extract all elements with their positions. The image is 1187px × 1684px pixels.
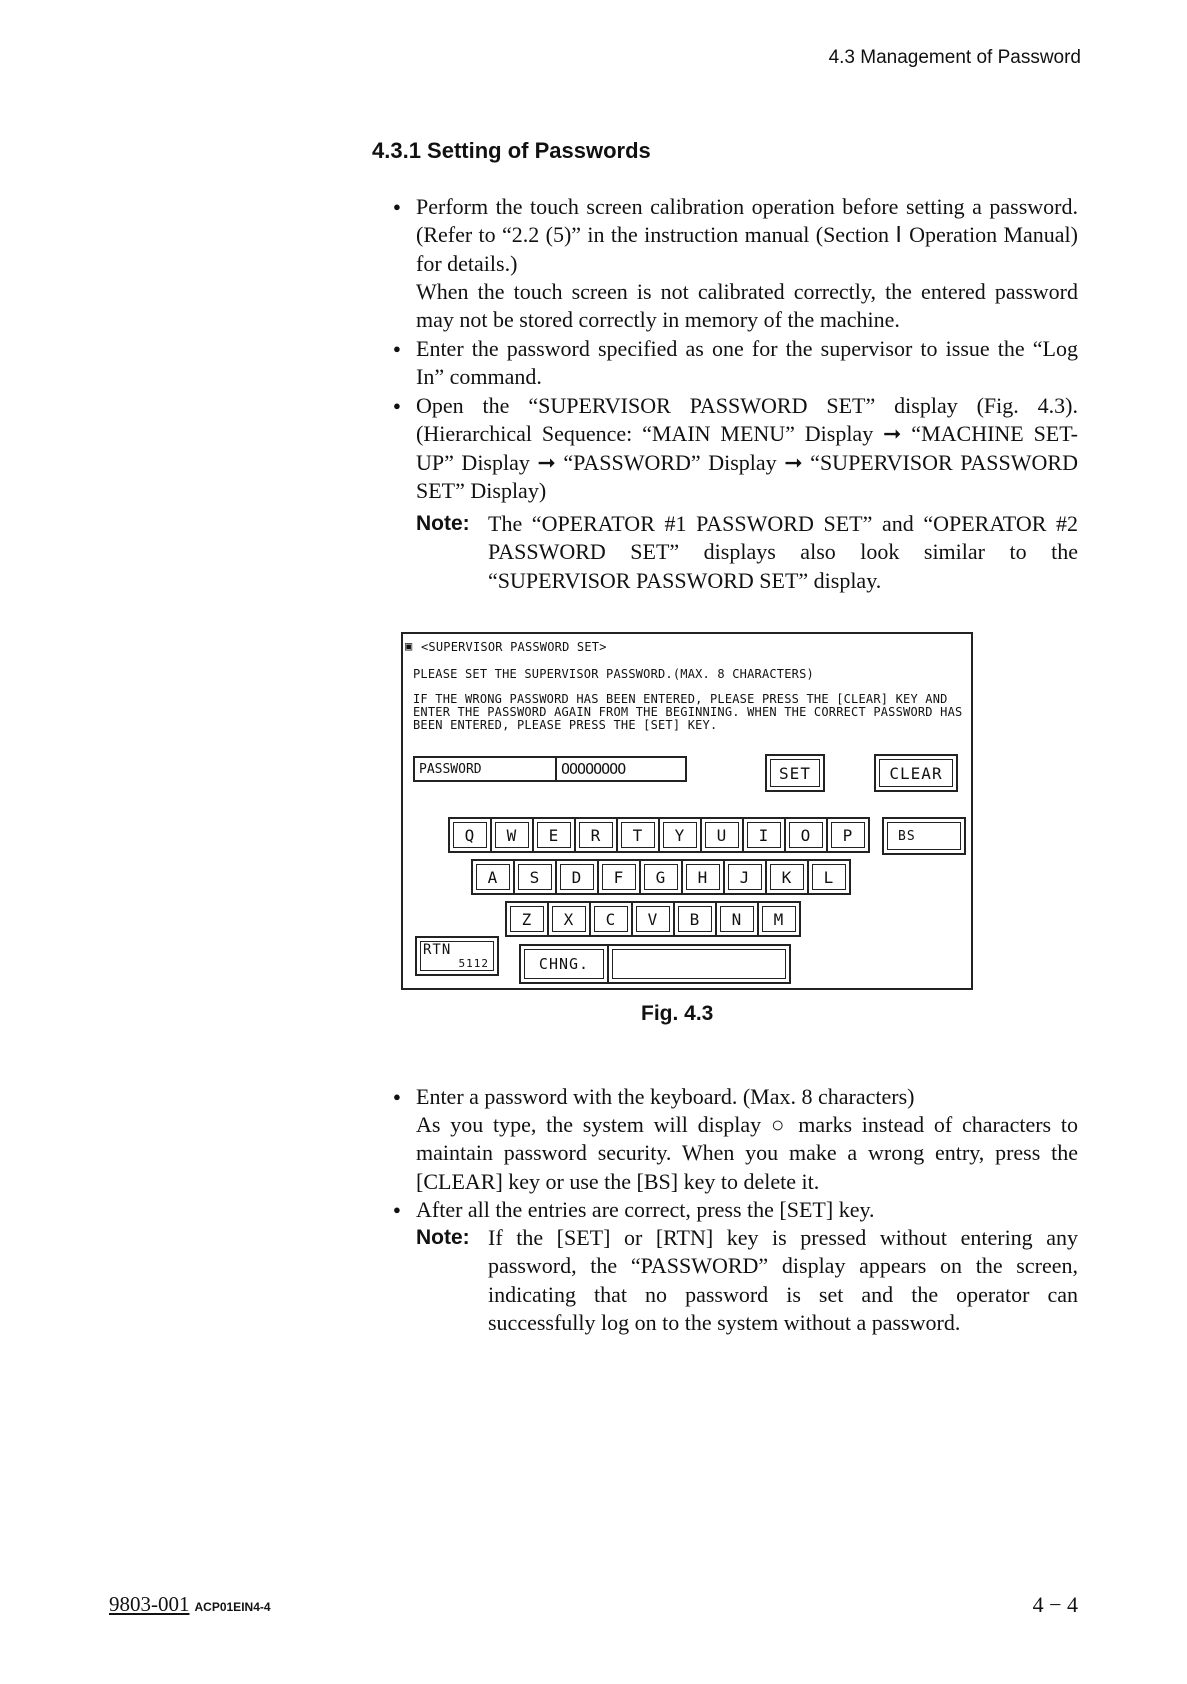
key-label: I — [758, 825, 770, 845]
key-label: L — [823, 867, 835, 887]
key-x[interactable] — [547, 901, 591, 937]
key-label: R — [590, 825, 602, 845]
key-label: E — [548, 825, 560, 845]
key-label: J — [739, 867, 751, 887]
screen-instruction-1: PLEASE SET THE SUPERVISOR PASSWORD.(MAX. 8 CHARACTERS) — [413, 667, 814, 681]
figure-caption: Fig. 4.3 — [641, 1002, 714, 1025]
screen-instruction-3: ENTER THE PASSWORD AGAIN FROM THE BEGINNING. WHEN THE CORRECT PASSWORD HAS — [413, 705, 963, 719]
key-d[interactable] — [555, 859, 599, 895]
rtn-button[interactable] — [415, 936, 499, 976]
key-r[interactable] — [574, 817, 618, 853]
password-field[interactable]: OOOOOOOO — [555, 756, 687, 782]
page-number: 4 − 4 — [1032, 1592, 1078, 1617]
key-label: T — [632, 825, 644, 845]
key-label: V — [647, 909, 659, 929]
key-label: A — [487, 867, 499, 887]
note-label: Note: — [416, 512, 470, 535]
key-f[interactable] — [597, 859, 641, 895]
key-label: H — [697, 867, 709, 887]
key-s[interactable] — [513, 859, 557, 895]
chng-button[interactable] — [519, 944, 609, 984]
backspace-button[interactable] — [882, 817, 966, 855]
key-label: G — [655, 867, 667, 887]
key-label: N — [731, 909, 743, 929]
bullet-2-para-1: Enter the password specified as one for the supervisor to issue the “Log In” command. — [416, 336, 1078, 390]
bullet-icon: ● — [393, 1089, 401, 1104]
rtn-code: 5112 — [458, 957, 489, 970]
note-text: The “OPERATOR #1 PASSWORD SET” and “OPERATOR #2 PASSWORD SET” displays also look similar to the “SUPERVISOR PASSWORD SET” display. — [488, 511, 1078, 593]
key-label: K — [781, 867, 793, 887]
key-label: O — [800, 825, 812, 845]
key-o[interactable] — [784, 817, 828, 853]
key-g[interactable] — [639, 859, 683, 895]
key-c[interactable] — [589, 901, 633, 937]
key-i[interactable] — [742, 817, 786, 853]
bullet-4-para-1: Enter a password with the keyboard. (Max. 8 characters) — [416, 1084, 915, 1109]
key-label: C — [605, 909, 617, 929]
key-a[interactable] — [471, 859, 515, 895]
bs-label: BS — [898, 828, 916, 844]
chng-label: CHNG. — [538, 955, 590, 973]
key-label: F — [613, 867, 625, 887]
key-h[interactable] — [681, 859, 725, 895]
key-m[interactable] — [757, 901, 801, 937]
key-label: B — [689, 909, 701, 929]
key-t[interactable] — [616, 817, 660, 853]
set-button[interactable] — [765, 754, 825, 792]
key-label: Y — [674, 825, 686, 845]
rtn-label: RTN — [423, 942, 452, 958]
bullet-4-para-2: As you type, the system will display ○ marks instead of characters to maintain password security. When you make a wrong entry, press the [CLEAR] key or use the [BS] key to delete it. — [416, 1112, 1078, 1194]
key-label: D — [571, 867, 583, 887]
key-e[interactable] — [532, 817, 576, 853]
key-label: Z — [521, 909, 533, 929]
bullet-1-para-1: Perform the touch screen calibration operation before setting a password. (Refer to “2.2 (5)” in the instruction manual (Section Ⅰ Operation Manual) for details.) — [416, 194, 1078, 276]
section-title: 4.3.1 Setting of Passwords — [372, 138, 651, 163]
key-u[interactable] — [700, 817, 744, 853]
key-y[interactable] — [658, 817, 702, 853]
running-header: 4.3 Management of Password — [828, 47, 1081, 68]
bullet-1-para-2: When the touch screen is not calibrated correctly, the entered password may not be stored correctly in memory of the machine. — [416, 279, 1078, 333]
key-q[interactable] — [448, 817, 492, 853]
clear-button[interactable] — [874, 754, 958, 792]
key-label: P — [842, 825, 854, 845]
note-text: If the [SET] or [RTN] key is pressed without entering any password, the “PASSWORD” display appears on the screen, indicating that no password is set and the operator can successfully log on to the system without a password. — [488, 1225, 1078, 1335]
key-w[interactable] — [490, 817, 534, 853]
note-label: Note: — [416, 1226, 470, 1249]
clear-button-label: CLEAR — [889, 763, 943, 783]
supervisor-password-screen — [401, 632, 973, 990]
bullet-icon: ● — [393, 398, 401, 413]
key-label: X — [563, 909, 575, 929]
screen-title: <SUPERVISOR PASSWORD SET> — [421, 640, 607, 654]
bullet-icon: ● — [393, 1202, 401, 1217]
footer-doc-code — [109, 1592, 271, 1617]
bullet-icon: ● — [393, 199, 401, 214]
bullet-5-para-1: After all the entries are correct, press the [SET] key. — [416, 1197, 875, 1222]
screen-instruction-4: BEEN ENTERED, PLEASE PRESS THE [SET] KEY. — [413, 718, 718, 732]
bullet-3-para-1: Open the “SUPERVISOR PASSWORD SET” display (Fig. 4.3). (Hierarchical Sequence: “MAIN MENU” Display ➞ “MACHINE SET-UP” Display ➞ “PASSWORD” Display ➞ “SUPERVISOR PASSWORD SET” Display) — [416, 393, 1078, 503]
key-b[interactable] — [673, 901, 717, 937]
key-j[interactable] — [723, 859, 767, 895]
key-z[interactable] — [505, 901, 549, 937]
key-label: S — [529, 867, 541, 887]
key-v[interactable] — [631, 901, 675, 937]
key-label: M — [773, 909, 785, 929]
bullet-icon: ● — [393, 341, 401, 356]
key-label: Q — [464, 825, 476, 845]
screen-instruction-2: IF THE WRONG PASSWORD HAS BEEN ENTERED, PLEASE PRESS THE [CLEAR] KEY AND — [413, 692, 948, 706]
key-label: W — [506, 825, 518, 845]
doc-sub-code: ACP01EIN4-4 — [194, 1600, 271, 1614]
key-l[interactable] — [807, 859, 851, 895]
set-button-label: SET — [779, 763, 811, 783]
key-label: U — [716, 825, 728, 845]
screen-corner-icon: ▣ — [405, 639, 413, 653]
password-label: PASSWORD — [413, 756, 557, 782]
key-k[interactable] — [765, 859, 809, 895]
doc-code: 9803-001 — [109, 1592, 190, 1616]
key-n[interactable] — [715, 901, 759, 937]
space-bar[interactable] — [607, 944, 791, 984]
key-p[interactable] — [826, 817, 870, 853]
